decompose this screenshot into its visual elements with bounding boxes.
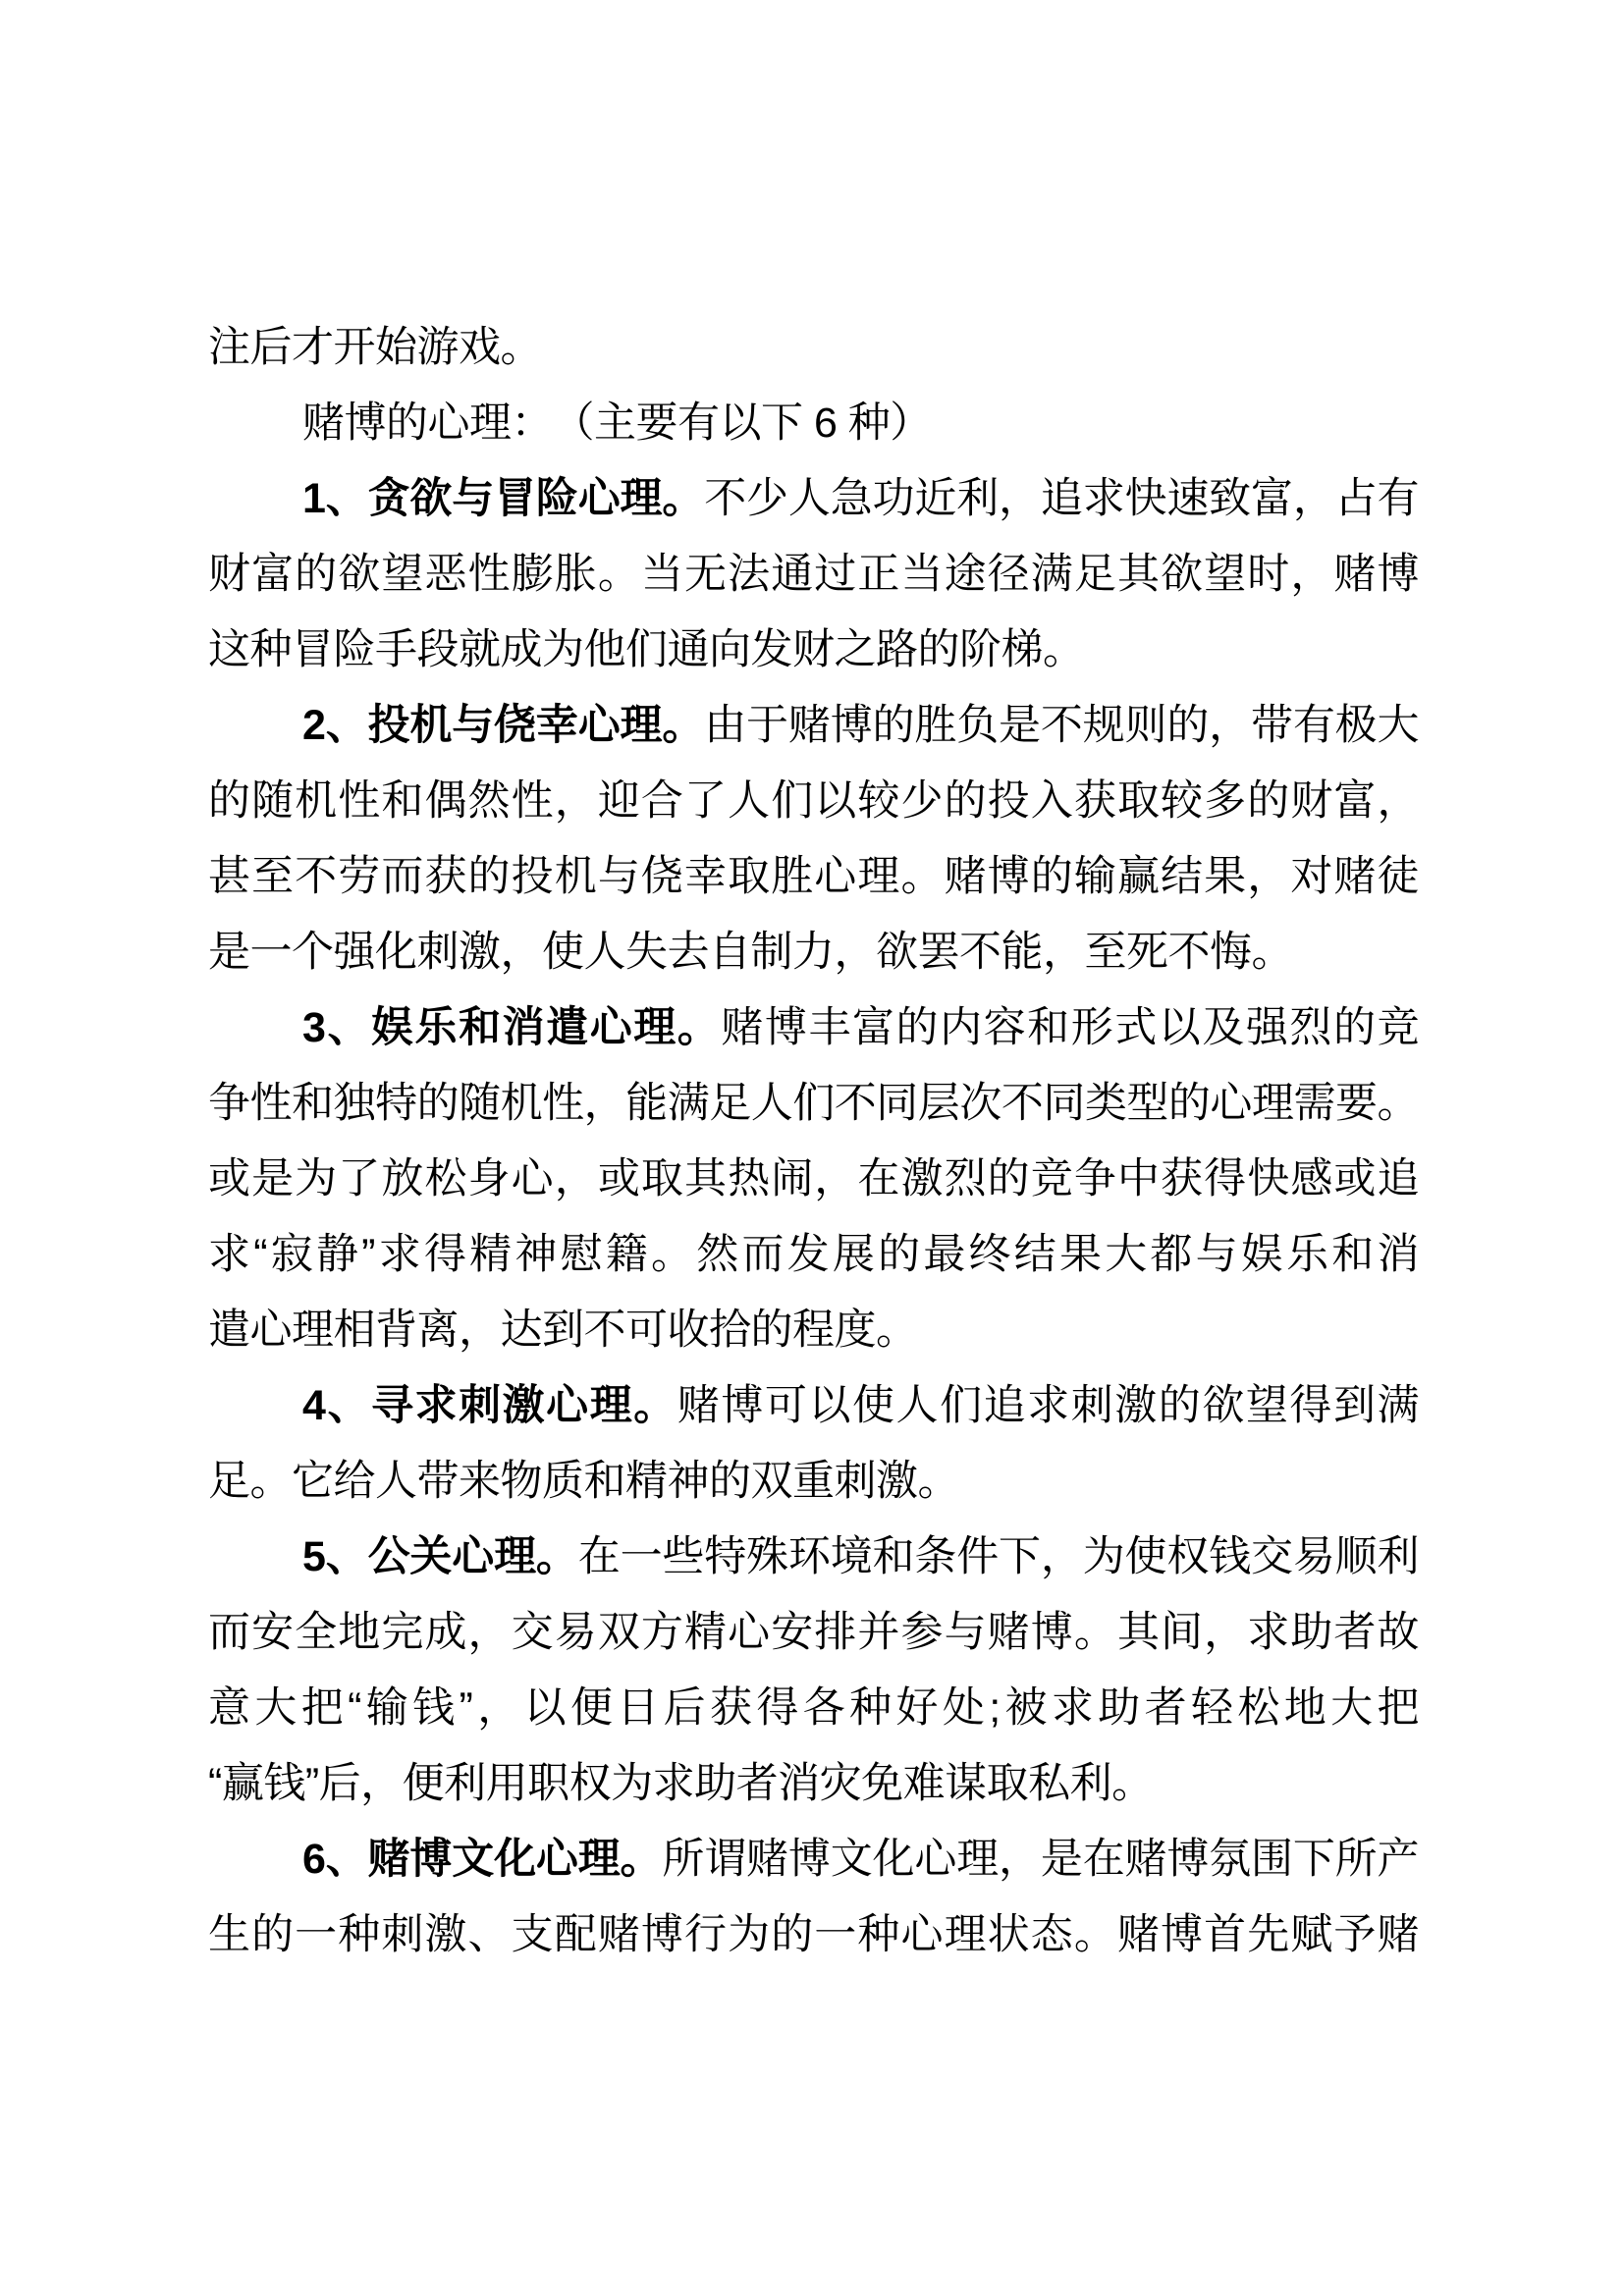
- text-line: [208, 1595, 1419, 1671]
- line-text: 是一个强化刺激，使人失去自制力，欲罢不能，至死不悔。: [208, 929, 1293, 976]
- line-text: 的随机性和偶然性，迎合了人们以较少的投入获取较多的财富，: [208, 777, 1419, 825]
- text-line: [208, 688, 1419, 764]
- text-line: [208, 310, 1419, 386]
- line-text: 赌博的心理： （主要有以下 6 种）: [302, 400, 932, 447]
- text-line: [208, 537, 1419, 613]
- text-line: [208, 1520, 1419, 1595]
- line-text: 赌博丰富的内容和形式以及强烈的竞: [721, 1004, 1419, 1051]
- text-line: [208, 1293, 1419, 1368]
- line-text: 生的一种刺激、支配赌博行为的一种心理状态。赌博首先赋予赌: [208, 1911, 1419, 1958]
- text-line: [208, 1822, 1419, 1897]
- heading-bold: 3、娱乐和消遣心理。: [302, 1004, 722, 1051]
- heading-bold: 1、贪欲与冒险心理。: [302, 475, 705, 522]
- line-text: 甚至不劳而获的投机与侥幸取胜心理。赌博的输赢结果，对赌徒: [208, 853, 1419, 900]
- text-line: [208, 1142, 1419, 1217]
- line-text: 这种冒险手段就成为他们通向发财之路的阶梯。: [208, 626, 1085, 673]
- text-content: [208, 310, 1419, 1973]
- line-text: 所谓赌博文化心理，是在赌博氛围下所产: [662, 1836, 1419, 1883]
- text-line: [208, 461, 1419, 537]
- line-text: 争性和独特的随机性，能满足人们不同层次不同类型的心理需要。: [208, 1080, 1419, 1127]
- line-text: 在一些特殊环境和条件下，为使权钱交易顺利: [577, 1533, 1419, 1580]
- heading-bold: 6、赌博文化心理。: [302, 1836, 663, 1883]
- line-text: 由于赌博的胜负是不规则的，带有极大: [704, 702, 1419, 749]
- line-text: 足。它给人带来物质和精神的双重刺激。: [208, 1458, 959, 1505]
- text-line: [208, 613, 1419, 688]
- text-line: [208, 1368, 1419, 1444]
- heading-bold: 2、投机与侥幸心理。: [302, 702, 705, 749]
- text-line: [208, 990, 1419, 1066]
- line-text: 而安全地完成，交易双方精心安排并参与赌博。其间，求助者故: [208, 1609, 1419, 1656]
- line-text: 遣心理相背离，达到不可收拾的程度。: [208, 1307, 918, 1354]
- text-line: [208, 1671, 1419, 1746]
- text-line: [208, 1217, 1419, 1293]
- line-text: 注后才开始游戏。: [208, 324, 542, 371]
- text-line: [208, 1066, 1419, 1142]
- line-text: 意大把“输钱”，以便日后获得各种好处;被求助者轻松地大把: [208, 1684, 1419, 1732]
- text-line: [208, 1897, 1419, 1973]
- text-line: [208, 839, 1419, 915]
- text-line: [208, 386, 1419, 461]
- line-text: “赢钱”后，便利用职权为求助者消灾免难谋取私利。: [208, 1760, 1154, 1807]
- heading-bold: 4、寻求刺激心理。: [302, 1382, 677, 1429]
- line-text: 或是为了放松身心，或取其热闹，在激烈的竞争中获得快感或追: [208, 1155, 1419, 1202]
- text-line: [208, 1444, 1419, 1520]
- heading-bold: 5、公关心理。: [302, 1533, 578, 1580]
- line-text: 求“寂静”求得精神慰籍。然而发展的最终结果大都与娱乐和消: [208, 1231, 1419, 1278]
- text-line: [208, 915, 1419, 990]
- line-text: 财富的欲望恶性膨胀。当无法通过正当途径满足其欲望时，赌博: [208, 551, 1419, 598]
- line-text: 不少人急功近利，追求快速致富，占有: [704, 475, 1419, 522]
- text-line: [208, 764, 1419, 839]
- text-line: [208, 1746, 1419, 1822]
- line-text: 赌博可以使人们追求刺激的欲望得到满: [677, 1382, 1419, 1429]
